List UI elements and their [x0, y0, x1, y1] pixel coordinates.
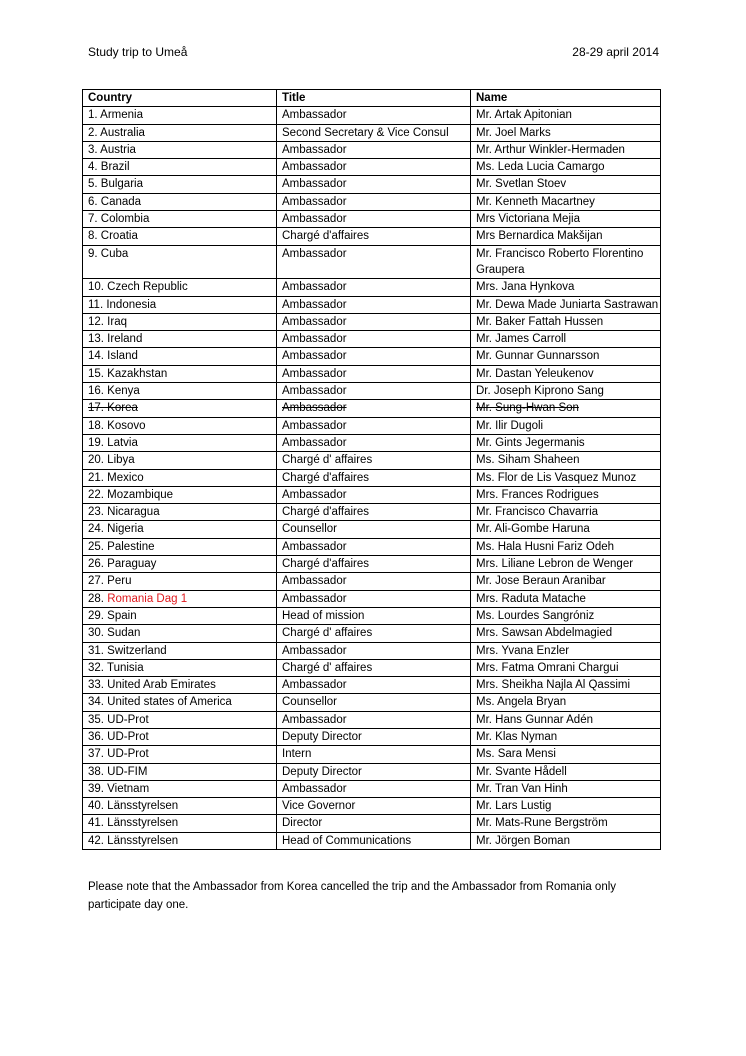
column-header-country: Country: [83, 90, 277, 107]
cell-title: Second Secretary & Vice Consul: [277, 124, 471, 141]
cell-title: Chargé d' affaires: [277, 625, 471, 642]
cell-name: Mr. Dastan Yeleukenov: [471, 365, 661, 382]
cell-name: Mr. Svetlan Stoev: [471, 176, 661, 193]
country-text: 15. Kazakhstan: [88, 367, 168, 380]
country-text: 27. Peru: [88, 575, 132, 588]
table-row: [83, 694, 661, 711]
table-row: [83, 521, 661, 538]
table-row: [83, 107, 661, 124]
table-row: [83, 417, 661, 434]
cell-name: Mrs. Sheikha Najla Al Qassimi: [471, 677, 661, 694]
cell-name: Mrs. Jana Hynkova: [471, 279, 661, 296]
cell-title: Ambassador: [277, 383, 471, 400]
cell-title: Chargé d' affaires: [277, 452, 471, 469]
cell-country: [83, 469, 277, 486]
cell-name: Mr. Svante Hådell: [471, 763, 661, 780]
country-text: 16. Kenya: [88, 385, 140, 398]
cell-country: [83, 763, 277, 780]
table-row: [83, 780, 661, 797]
cell-name: Mr. Baker Fattah Hussen: [471, 313, 661, 330]
country-text: 37. UD-Prot: [88, 748, 149, 761]
cell-name: Ms. Sara Mensi: [471, 746, 661, 763]
country-text: 4. Brazil: [88, 161, 130, 174]
cell-title: Ambassador: [277, 400, 471, 417]
table-row: [83, 228, 661, 245]
table-row: [83, 711, 661, 728]
cell-country: [83, 417, 277, 434]
country-text: 12. Iraq: [88, 315, 127, 328]
cell-title: Ambassador: [277, 538, 471, 555]
country-text: 30. Sudan: [88, 627, 141, 640]
table-row: [83, 763, 661, 780]
cell-title: Chargé d'affaires: [277, 556, 471, 573]
cell-name: Ms. Siham Shaheen: [471, 452, 661, 469]
cell-title: Chargé d'affaires: [277, 504, 471, 521]
table-row: [83, 538, 661, 555]
country-text: 2. Australia: [88, 126, 145, 139]
table-row: [83, 659, 661, 676]
country-text: 42. Länsstyrelsen: [88, 834, 179, 847]
country-text: 5. Bulgaria: [88, 178, 143, 191]
cell-title: Deputy Director: [277, 728, 471, 745]
cell-name: Ms. Hala Husni Fariz Odeh: [471, 538, 661, 555]
cell-country: [83, 193, 277, 210]
cell-country: [83, 348, 277, 365]
table-row: [83, 607, 661, 624]
cell-country: [83, 728, 277, 745]
cell-name: Mr. Kenneth Macartney: [471, 193, 661, 210]
cell-name: Mrs. Frances Rodrigues: [471, 486, 661, 503]
cell-title: Counsellor: [277, 521, 471, 538]
cell-name: Mr. Mats-Rune Bergström: [471, 815, 661, 832]
cell-name: Mr. James Carroll: [471, 331, 661, 348]
cell-name: Mrs. Fatma Omrani Chargui: [471, 659, 661, 676]
cell-country: [83, 625, 277, 642]
table-row: [83, 746, 661, 763]
cell-country: [83, 607, 277, 624]
table-row: [83, 642, 661, 659]
cell-country: [83, 659, 277, 676]
country-text: 6. Canada: [88, 195, 142, 208]
cell-title: Ambassador: [277, 331, 471, 348]
table-row: [83, 159, 661, 176]
table-row: [83, 348, 661, 365]
cell-title: Ambassador: [277, 486, 471, 503]
country-text: 11. Indonesia: [88, 298, 157, 311]
cell-title: Ambassador: [277, 642, 471, 659]
cell-country: [83, 677, 277, 694]
cell-name: Mr. Tran Van Hinh: [471, 780, 661, 797]
country-text: 8. Croatia: [88, 230, 138, 243]
cell-title: Intern: [277, 746, 471, 763]
country-text: 38. UD-FIM: [88, 765, 148, 778]
cell-title: Director: [277, 815, 471, 832]
country-text: 17. Korea: [88, 402, 138, 415]
country-text: 32. Tunisia: [88, 661, 144, 674]
cell-country: [83, 711, 277, 728]
cell-name: Mr. Lars Lustig: [471, 798, 661, 815]
cell-title: Ambassador: [277, 279, 471, 296]
cell-name: Ms. Flor de Lis Vasquez Munoz: [471, 469, 661, 486]
country-text: 28.: [88, 592, 108, 605]
cell-country: [83, 573, 277, 590]
cell-name: Mr. Dewa Made Juniarta Sastrawan: [471, 296, 661, 313]
country-text: 22. Mozambique: [88, 488, 174, 501]
country-highlight-text: Romania Dag 1: [107, 592, 188, 605]
cell-title: Ambassador: [277, 780, 471, 797]
cell-title: Ambassador: [277, 434, 471, 451]
cell-country: [83, 211, 277, 228]
table-row: [83, 556, 661, 573]
cell-name: Ms. Lourdes Sangróniz: [471, 607, 661, 624]
cell-name: Mrs. Sawsan Abdelmagied: [471, 625, 661, 642]
cell-name: Ms. Angela Bryan: [471, 694, 661, 711]
cell-name: Mr. Ilir Dugoli: [471, 417, 661, 434]
cell-title: Ambassador: [277, 348, 471, 365]
cell-country: [83, 400, 277, 417]
cell-name: Mr. Arthur Winkler-Hermaden: [471, 141, 661, 158]
cell-title: Ambassador: [277, 417, 471, 434]
cell-name: Mrs. Yvana Enzler: [471, 642, 661, 659]
cell-name: Mr. Gints Jegermanis: [471, 434, 661, 451]
table-row: [83, 815, 661, 832]
cell-title: Chargé d'affaires: [277, 228, 471, 245]
document-title: Study trip to Umeå: [88, 45, 188, 59]
cell-title: Counsellor: [277, 694, 471, 711]
cell-name: Mr. Jörgen Boman: [471, 832, 661, 849]
country-text: 40. Länsstyrelsen: [88, 800, 179, 813]
table-row: [83, 434, 661, 451]
column-header-title: Title: [277, 90, 471, 107]
cell-country: [83, 176, 277, 193]
cell-name: Ms. Leda Lucia Camargo: [471, 159, 661, 176]
cell-title: Ambassador: [277, 176, 471, 193]
cell-country: [83, 780, 277, 797]
table-row: [83, 452, 661, 469]
cell-country: [83, 798, 277, 815]
country-text: 29. Spain: [88, 609, 137, 622]
cell-country: [83, 521, 277, 538]
table-row: [83, 365, 661, 382]
cell-title: Chargé d'affaires: [277, 469, 471, 486]
table-row: [83, 625, 661, 642]
cell-country: [83, 159, 277, 176]
country-text: 7. Colombia: [88, 213, 150, 226]
country-text: 18. Kosovo: [88, 419, 146, 432]
cell-title: Ambassador: [277, 211, 471, 228]
table-row: [83, 279, 661, 296]
table-row: [83, 486, 661, 503]
cell-country: [83, 452, 277, 469]
table-row: [83, 400, 661, 417]
cell-name: Mr. Francisco Chavarria: [471, 504, 661, 521]
table-row: [83, 590, 661, 607]
country-text: 13. Ireland: [88, 333, 143, 346]
table-row: [83, 313, 661, 330]
cell-name: Mr. Gunnar Gunnarsson: [471, 348, 661, 365]
cell-country: [83, 694, 277, 711]
country-text: 24. Nigeria: [88, 523, 144, 536]
country-text: 33. United Arab Emirates: [88, 679, 216, 692]
cell-title: Ambassador: [277, 159, 471, 176]
cell-country: [83, 245, 277, 279]
country-text: 36. UD-Prot: [88, 730, 149, 743]
cell-country: [83, 383, 277, 400]
table-row: [83, 245, 661, 279]
table-row: [83, 296, 661, 313]
cell-name: Mr. Jose Beraun Aranibar: [471, 573, 661, 590]
cell-name: Mrs. Liliane Lebron de Wenger: [471, 556, 661, 573]
table-row: [83, 176, 661, 193]
cell-title: Chargé d' affaires: [277, 659, 471, 676]
cell-country: [83, 642, 277, 659]
country-text: 25. Palestine: [88, 540, 155, 553]
table-row: [83, 504, 661, 521]
table-row: [83, 832, 661, 849]
cell-title: Head of Communications: [277, 832, 471, 849]
cell-title: Ambassador: [277, 711, 471, 728]
cell-name: Mrs Bernardica Makšijan: [471, 228, 661, 245]
cell-country: [83, 815, 277, 832]
table-row: [83, 383, 661, 400]
cell-title: Ambassador: [277, 107, 471, 124]
cell-title: Head of mission: [277, 607, 471, 624]
table-row: [83, 141, 661, 158]
cell-country: [83, 279, 277, 296]
cell-country: [83, 486, 277, 503]
country-text: 20. Libya: [88, 454, 135, 467]
cell-country: [83, 296, 277, 313]
cell-title: Ambassador: [277, 365, 471, 382]
table-body: [83, 107, 661, 850]
cell-name: Mr. Joel Marks: [471, 124, 661, 141]
table-row: [83, 193, 661, 210]
cell-name: Mrs Victoriana Mejia: [471, 211, 661, 228]
country-text: 10. Czech Republic: [88, 281, 188, 294]
cell-country: [83, 832, 277, 849]
cell-country: [83, 365, 277, 382]
country-text: 3. Austria: [88, 143, 136, 156]
table-row: [83, 469, 661, 486]
country-text: 31. Switzerland: [88, 644, 167, 657]
country-text: 41. Länsstyrelsen: [88, 817, 179, 830]
cell-name: Mr. Francisco Roberto Florentino Graupera: [471, 245, 661, 279]
table-row: [83, 798, 661, 815]
cell-title: Ambassador: [277, 573, 471, 590]
cell-title: Deputy Director: [277, 763, 471, 780]
country-text: 14. Island: [88, 350, 138, 363]
cell-country: [83, 228, 277, 245]
table-header-row: [83, 90, 661, 107]
cell-country: [83, 538, 277, 555]
cell-name: Mr. Artak Apitonian: [471, 107, 661, 124]
cell-name: Mr. Ali-Gombe Haruna: [471, 521, 661, 538]
cell-name: Mrs. Raduta Matache: [471, 590, 661, 607]
cell-country: [83, 504, 277, 521]
table-row: [83, 211, 661, 228]
country-text: 35. UD-Prot: [88, 713, 149, 726]
cell-title: Ambassador: [277, 313, 471, 330]
participants-table: [82, 89, 661, 850]
cell-title: Ambassador: [277, 677, 471, 694]
country-text: 21. Mexico: [88, 471, 144, 484]
country-text: 34. United states of America: [88, 696, 232, 709]
cell-country: [83, 590, 277, 607]
country-text: 39. Vietnam: [88, 782, 150, 795]
cell-title: Ambassador: [277, 193, 471, 210]
cell-title: Ambassador: [277, 141, 471, 158]
cell-country: [83, 331, 277, 348]
document-date: 28-29 april 2014: [572, 45, 659, 59]
table-row: [83, 573, 661, 590]
cell-name: Dr. Joseph Kiprono Sang: [471, 383, 661, 400]
cell-name: Mr. Sung-Hwan Son: [471, 400, 661, 417]
table-row: [83, 331, 661, 348]
cell-country: [83, 107, 277, 124]
country-text: 19. Latvia: [88, 436, 138, 449]
country-text: 9. Cuba: [88, 247, 129, 260]
cell-country: [83, 141, 277, 158]
cell-country: [83, 746, 277, 763]
cell-country: [83, 434, 277, 451]
cell-country: [83, 556, 277, 573]
table-row: [83, 677, 661, 694]
table-row: [83, 728, 661, 745]
country-text: 26. Paraguay: [88, 558, 157, 571]
cell-title: Ambassador: [277, 590, 471, 607]
footnote: Please note that the Ambassador from Korea cancelled the trip and the Ambassador from Romania only participate day one.: [88, 881, 617, 911]
cell-title: Ambassador: [277, 296, 471, 313]
cell-country: [83, 124, 277, 141]
country-text: 1. Armenia: [88, 109, 143, 122]
cell-name: Mr. Klas Nyman: [471, 728, 661, 745]
cell-name: Mr. Hans Gunnar Adén: [471, 711, 661, 728]
country-text: 23. Nicaragua: [88, 506, 160, 519]
cell-title: Vice Governor: [277, 798, 471, 815]
column-header-name: Name: [471, 90, 661, 107]
cell-title: Ambassador: [277, 245, 471, 279]
table-row: [83, 124, 661, 141]
cell-country: [83, 313, 277, 330]
